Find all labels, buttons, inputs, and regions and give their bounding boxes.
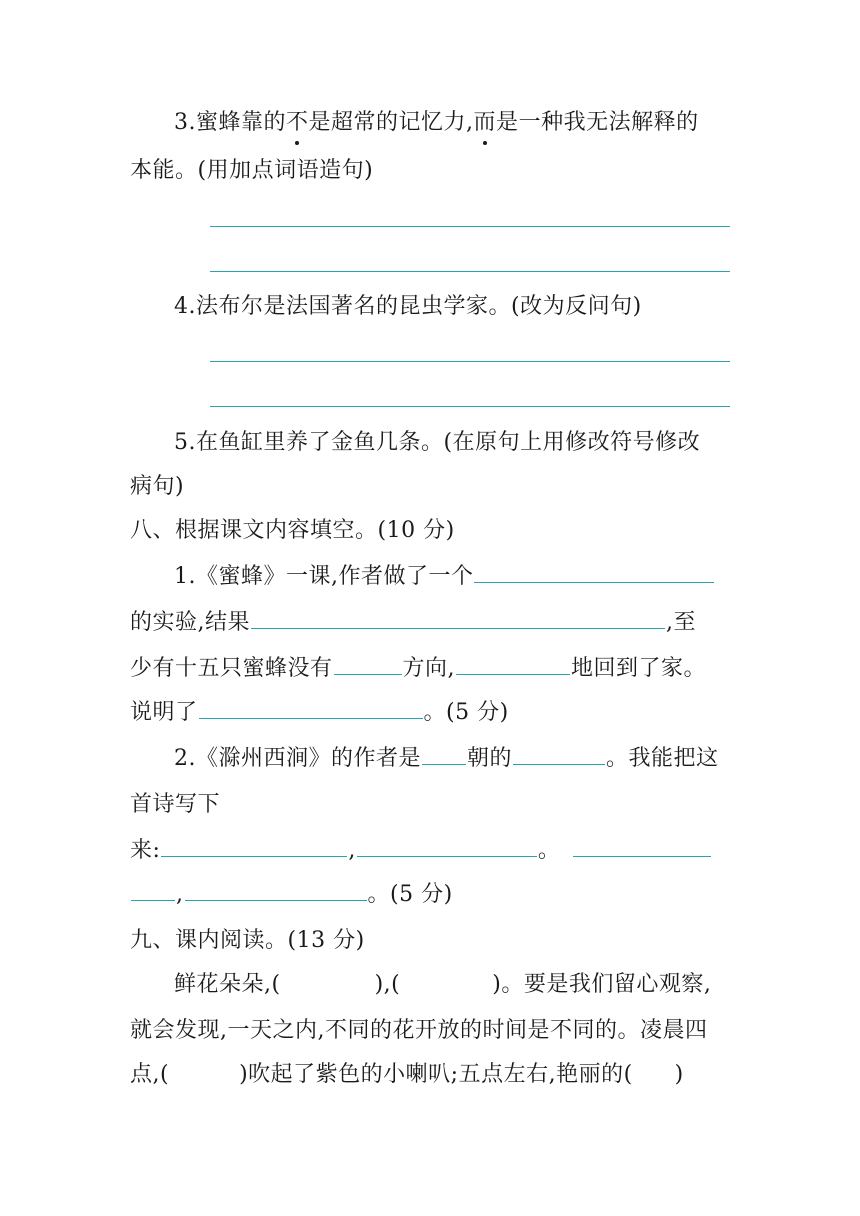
section-9-heading: 九、课内阅读。(13 分) bbox=[130, 928, 365, 953]
s8-q1-line-4: 说明了 。(5 分) bbox=[130, 700, 509, 725]
s9-para-line-1: 鲜花朵朵,( ),( )。要是我们留心观察, bbox=[174, 972, 712, 997]
s8-q2-line-1: 2.《滁州西涧》的作者是 朝的 。我能把这 bbox=[174, 746, 719, 771]
fill-blank[interactable] bbox=[357, 836, 537, 857]
fill-blank[interactable] bbox=[422, 744, 466, 765]
fill-blank[interactable] bbox=[334, 654, 402, 675]
fill-blank[interactable] bbox=[251, 608, 665, 629]
fill-blank[interactable] bbox=[185, 880, 367, 901]
emphasis-dot-char: 而 bbox=[474, 108, 497, 138]
fill-blank[interactable] bbox=[199, 698, 423, 719]
s8-q1-line-3: 少有十五只蜜蜂没有 方向, 地回到了家。 bbox=[130, 656, 707, 681]
s8-q2-line-3: 来: , 。 bbox=[130, 836, 712, 866]
section-8-heading: 八、根据课文内容填空。(10 分) bbox=[130, 518, 455, 543]
question-5-line-2: 病句) bbox=[130, 474, 185, 499]
question-4: 4.法布尔是法国著名的昆虫学家。(改为反问句) bbox=[174, 294, 642, 319]
question-3-line-1: 3.蜜蜂靠的不是超常的记忆力,而是一种我无法解释的 bbox=[174, 108, 699, 138]
question-3-line-2: 本能。(用加点词语造句) bbox=[130, 158, 374, 183]
s9-para-line-2: 就会发现,一天之内,不同的花开放的时间是不同的。凌晨四 bbox=[130, 1018, 708, 1043]
emphasis-dot-char: 不 bbox=[286, 108, 309, 138]
s9-para-line-3: 点,( )吹起了紫色的小喇叭;五点左右,艳丽的( ) bbox=[130, 1062, 684, 1087]
s8-q1-line-1: 1.《蜜蜂》一课,作者做了一个 bbox=[174, 562, 715, 592]
s8-q1-line-2: 的实验,结果 ,至 bbox=[130, 610, 696, 635]
fill-blank[interactable] bbox=[573, 836, 711, 857]
fill-blank[interactable] bbox=[161, 836, 347, 857]
answer-line[interactable] bbox=[210, 361, 730, 362]
answer-line[interactable] bbox=[210, 406, 730, 407]
s8-q2-line-2: 首诗写下 bbox=[130, 792, 221, 817]
fill-blank[interactable] bbox=[131, 880, 175, 901]
question-5-line-1: 5.在鱼缸里养了金鱼几条。(在原句上用修改符号修改 bbox=[174, 430, 701, 455]
fill-blank[interactable] bbox=[513, 744, 605, 765]
fill-blank[interactable] bbox=[456, 654, 570, 675]
fill-blank[interactable] bbox=[474, 562, 714, 583]
s8-q2-line-4: , 。(5 分) bbox=[130, 880, 453, 910]
answer-line[interactable] bbox=[210, 271, 730, 272]
answer-line[interactable] bbox=[210, 226, 730, 227]
